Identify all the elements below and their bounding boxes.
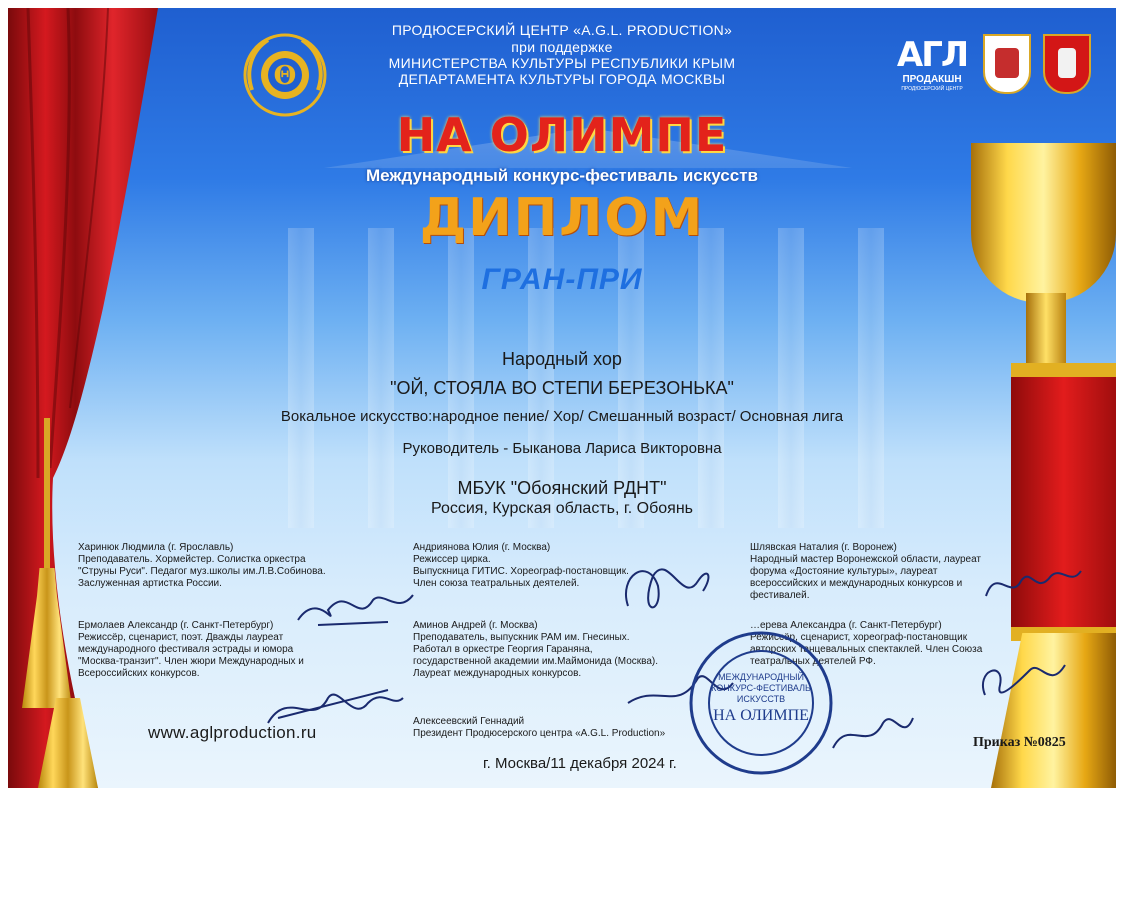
signature-5 bbox=[970, 640, 1080, 710]
diploma-certificate bbox=[8, 8, 1116, 788]
signature-1 bbox=[288, 580, 418, 635]
organization-location: Россия, Курская область, г. Обоянь bbox=[430, 500, 693, 517]
jury-desc-line: Народный мастер Воронежской области, лауреат bbox=[750, 554, 982, 565]
jury-desc-line: Режиссёр, сценарист, поэт. Дважды лауреат bbox=[78, 632, 284, 643]
department-line: ДЕПАРТАМЕНТА КУЛЬТУРЫ ГОРОДА МОСКВЫ bbox=[398, 71, 726, 87]
jury-desc-line: форума «Достояние культуры», лауреат bbox=[750, 566, 938, 577]
website-url: www.aglproduction.ru bbox=[148, 723, 317, 742]
stamp-text-3: ИСКУССТВ bbox=[736, 694, 786, 704]
jury-name: Аминов Андрей (г. Москва) bbox=[413, 620, 538, 631]
agl-logo-text: АГЛ bbox=[896, 35, 968, 75]
jury-name: Харинюк Людмила (г. Ярославль) bbox=[78, 542, 234, 553]
agl-logo-tagline: ПРОДЮСЕРСКИЙ ЦЕНТР bbox=[901, 86, 963, 92]
crimea-coat-of-arms-icon bbox=[983, 34, 1031, 94]
president-title: Президент Продюсерского центра «A.G.L. Production» bbox=[413, 728, 666, 739]
signature-2 bbox=[608, 546, 718, 621]
signature-7 bbox=[828, 698, 918, 758]
jury-desc-line: фестивалей. bbox=[750, 590, 810, 601]
producer-center-line: ПРОДЮСЕРСКИЙ ЦЕНТР «A.G.L. PRODUCTION» bbox=[391, 22, 733, 38]
collective-type: Народный хор bbox=[502, 349, 622, 369]
jury-name: Ермолаев Александр (г. Санкт-Петербург) bbox=[78, 620, 274, 631]
jury-desc-line: Член союза театральных деятелей. bbox=[413, 578, 580, 589]
stamp-text-1: МЕЖДУНАРОДНЫЙ bbox=[718, 672, 804, 682]
jury-desc-line: Заслуженная артистка России. bbox=[78, 578, 222, 589]
support-line: при поддержке bbox=[511, 39, 613, 55]
order-number: Приказ №0825 bbox=[973, 735, 1066, 750]
president-name: Алексеевский Геннадий bbox=[413, 716, 525, 727]
jury-desc-line: авторских танцевальных спектаклей. Член Союза bbox=[750, 644, 983, 655]
jury-desc-line: театральных деятелей РФ. bbox=[750, 656, 876, 667]
jury-desc-line: Лауреат международных конкурсов. bbox=[413, 668, 582, 679]
festival-subtitle: Международный конкурс-фестиваль искусств bbox=[366, 166, 758, 185]
jury-desc-line: Режиссёр, сценарист, хореограф-постановщик bbox=[750, 632, 968, 643]
moscow-coat-of-arms-icon bbox=[1043, 34, 1091, 94]
jury-desc-line: всероссийских и международных конкурсов и bbox=[750, 578, 963, 589]
nomination-category: Вокальное искусство:народное пение/ Хор/ Смешанный возраст/ Основная лига bbox=[280, 408, 844, 425]
agl-production-logo bbox=[896, 36, 968, 96]
jury-name: Андриянова Юлия (г. Москва) bbox=[413, 542, 551, 553]
stamp-text-2: КОНКУРС-ФЕСТИВАЛЬ bbox=[711, 683, 811, 693]
agl-logo-subtitle: ПРОДАКШН bbox=[902, 74, 962, 85]
jury-name: Шлявская Наталия (г. Воронеж) bbox=[750, 542, 897, 553]
festival-name: НА ОЛИМПЕ bbox=[396, 108, 728, 162]
ministry-line: МИНИСТЕРСТВА КУЛЬТУРЫ РЕСПУБЛИКИ КРЫМ bbox=[388, 55, 736, 71]
festival-stamp-seal bbox=[686, 628, 836, 778]
diploma-title: ДИПЛОМ bbox=[419, 188, 705, 248]
jury-desc-line: Выпускница ГИТИС. Хореограф-постановщик. bbox=[413, 566, 629, 577]
stamp-main-text: НА ОЛИМПЕ bbox=[713, 707, 809, 724]
jury-desc-line: "Москва-транзит". Член жюри Международных и bbox=[78, 656, 304, 667]
place-and-date: г. Москва/11 декабря 2024 г. bbox=[483, 755, 677, 772]
jury-desc-line: Режиссер цирка. bbox=[413, 554, 491, 565]
jury-desc-line: "Струны Руси". Педагог муз.школы им.Л.В.Собинова. bbox=[78, 566, 326, 577]
jury-desc-line: государственной академии им.Маймонида (Москва). bbox=[413, 656, 658, 667]
jury-desc-line: Работал в оркестре Георгия Гараняна, bbox=[413, 644, 593, 655]
organization-name: МБУК "Обоянский РДНТ" bbox=[457, 478, 667, 498]
leader-name: Руководитель - Быканова Лариса Викторовна bbox=[402, 440, 722, 457]
jury-desc-line: международного фестиваля эстрады и юмора bbox=[78, 644, 294, 655]
award-title: ГРАН-ПРИ bbox=[481, 263, 643, 296]
jury-name: …ерева Александра (г. Санкт-Петербург) bbox=[750, 620, 942, 631]
jury-desc-line: Преподаватель, выпускник РАМ им. Гнесиных. bbox=[413, 632, 630, 643]
president-block bbox=[413, 716, 665, 740]
jury-desc-line: Всероссийских конкурсов. bbox=[78, 668, 200, 679]
collective-name: "ОЙ, СТОЯЛА ВО СТЕПИ БЕРЕЗОНЬКА" bbox=[390, 378, 734, 398]
jury-desc-line: Преподаватель. Хормейстер. Солистка оркестра bbox=[78, 554, 306, 565]
signature-3 bbox=[976, 556, 1086, 606]
svg-text:Θ: Θ bbox=[273, 61, 297, 91]
